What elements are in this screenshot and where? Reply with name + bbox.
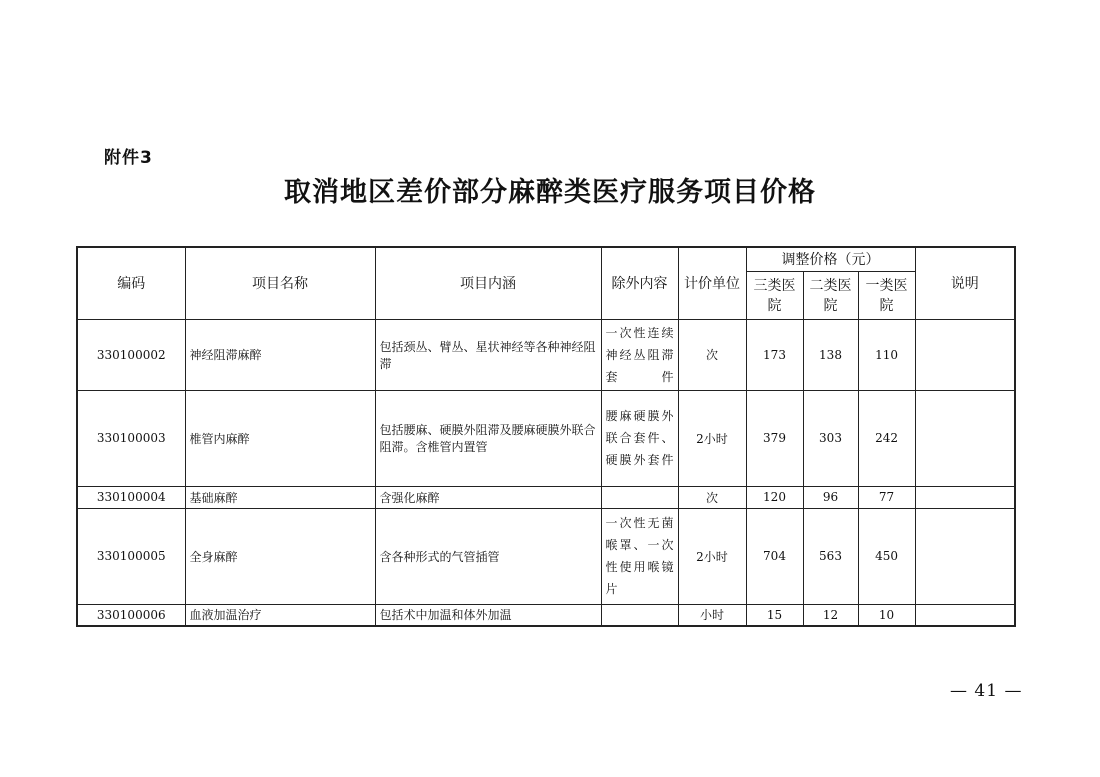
cell-note: [915, 486, 1015, 508]
cell-content: 包括颈丛、臂丛、星状神经等各种神经阻滞: [375, 319, 601, 390]
header-class2: 二类医院: [803, 271, 858, 319]
cell-note: [915, 508, 1015, 604]
cell-name: 椎管内麻醉: [185, 390, 375, 486]
table-row: [77, 319, 1015, 390]
cell-note: [915, 390, 1015, 486]
cell-class1: 450: [858, 508, 915, 604]
cell-class1: 77: [858, 486, 915, 508]
cell-content: 含各种形式的气管插管: [375, 508, 601, 604]
cell-content: 包括术中加温和体外加温: [375, 604, 601, 626]
cell-code: 330100006: [77, 604, 185, 626]
table-row: [77, 486, 1015, 508]
header-class3: 三类医院: [746, 271, 803, 319]
page-number: — 41 —: [950, 681, 1023, 701]
cell-excluded: 一次性连续神经丛阻滞套件: [601, 319, 678, 390]
header-name: 项目名称: [185, 247, 375, 319]
cell-name: 基础麻醉: [185, 486, 375, 508]
cell-class2: 563: [803, 508, 858, 604]
table-row: [77, 390, 1015, 486]
table-row: [77, 508, 1015, 604]
document-title: 取消地区差价部分麻醉类医疗服务项目价格: [284, 177, 816, 208]
cell-code: 330100002: [77, 319, 185, 390]
cell-class2: 138: [803, 319, 858, 390]
header-price-group: 调整价格（元）: [746, 247, 915, 271]
cell-class1: 242: [858, 390, 915, 486]
cell-class2: 12: [803, 604, 858, 626]
cell-unit: 小时: [678, 604, 746, 626]
cell-code: 330100003: [77, 390, 185, 486]
cell-class1: 110: [858, 319, 915, 390]
cell-excluded: 腰麻硬膜外联合套件、硬膜外套件: [601, 390, 678, 486]
cell-content: 含强化麻醉: [375, 486, 601, 508]
cell-name: 血液加温治疗: [185, 604, 375, 626]
header-code: 编码: [77, 247, 185, 319]
cell-code: 330100005: [77, 508, 185, 604]
cell-class2: 96: [803, 486, 858, 508]
cell-note: [915, 319, 1015, 390]
cell-excluded: [601, 486, 678, 508]
header-unit: 计价单位: [678, 247, 746, 319]
cell-unit: 2小时: [678, 508, 746, 604]
header-excluded: 除外内容: [601, 247, 678, 319]
cell-class3: 15: [746, 604, 803, 626]
header-content: 项目内涵: [375, 247, 601, 319]
cell-class3: 120: [746, 486, 803, 508]
cell-name: 全身麻醉: [185, 508, 375, 604]
cell-note: [915, 604, 1015, 626]
cell-unit: 次: [678, 486, 746, 508]
header-class1: 一类医院: [858, 271, 915, 319]
table-row: [77, 604, 1015, 626]
cell-class3: 379: [746, 390, 803, 486]
price-table: [76, 246, 1016, 627]
cell-class2: 303: [803, 390, 858, 486]
attachment-label: 附件3: [104, 148, 153, 168]
cell-class3: 704: [746, 508, 803, 604]
cell-code: 330100004: [77, 486, 185, 508]
cell-unit: 次: [678, 319, 746, 390]
cell-class3: 173: [746, 319, 803, 390]
cell-class1: 10: [858, 604, 915, 626]
cell-name: 神经阻滞麻醉: [185, 319, 375, 390]
cell-content: 包括腰麻、硬膜外阻滞及腰麻硬膜外联合阻滞。含椎管内置管: [375, 390, 601, 486]
cell-excluded: [601, 604, 678, 626]
cell-unit: 2小时: [678, 390, 746, 486]
cell-excluded: 一次性无菌喉罩、一次性使用喉镜片: [601, 508, 678, 604]
header-note: 说明: [915, 247, 1015, 319]
